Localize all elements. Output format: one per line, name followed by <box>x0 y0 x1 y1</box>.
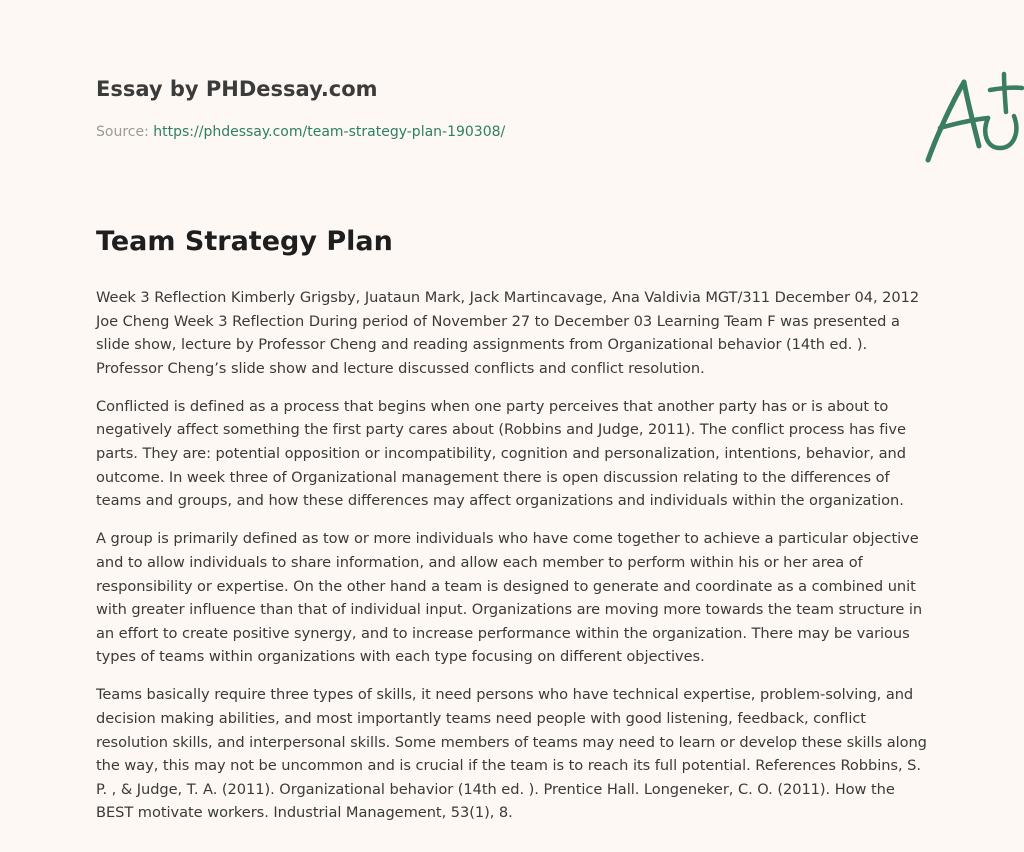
essay-paragraph: A group is primarily defined as tow or more individuals who have come together to achieve a particular objective and to allow individuals to share information, and allow each member to perform within his or her area of responsibility or expertise. On the other hand a team is designed to generate and coordinate as a combined unit with greater influence than that of individual input. Organizations are moving more towards the team structure in an effort to create positive synergy, and to increase performance within the organization. There may be various types of teams within organizations with each type focusing on different objectives. <box>96 530 923 666</box>
a-plus-logo-icon <box>916 68 1024 164</box>
source-label: Source: <box>96 124 149 140</box>
essay-paragraph: Teams basically require three types of skills, it need persons who have technical expertise, problem-solving, and decision making abilities, and most importantly teams need people with good listening, feedback, conflict resolution skills, and interpersonal skills. Some members of teams may need to learn or develop these skills along the way, this may not be uncommon and is crucial if the team is to reach its full potential. References Robbins, S. P. , & Judge, T. A. (2011). Organizational behavior (14th ed. ). Prentice Hall. Longeneker, C. O. (2011). How the BEST motivate workers. Industrial Management, 53(1), 8. <box>96 686 927 822</box>
essay-paragraph: Conflicted is defined as a process that begins when one party perceives that another party has or is about to negatively affect something the first party cares about (Robbins and Judge, 2011). The conflict process has five parts. They are: potential opposition or incompatibility, cognition and personalization, intentions, behavior, and outcome. In week three of Organizational management there is open discussion relating to the differences of teams and groups, and how these differences may affect organizations and individuals within the organization. <box>96 397 906 510</box>
essay-paragraph: Week 3 Reflection Kimberly Grigsby, Juataun Mark, Jack Martincavage, Ana Valdivia MGT/311 December 04, 2012 Joe Cheng Week 3 Reflection During period of November 27 to December 03 Learning Team F was presented a slide show, lecture by Professor Cheng and reading assignments from Organizational behavior (14th ed. ). Professor Cheng’s slide show and lecture discussed conflicts and conflict resolution. <box>96 289 920 377</box>
source-line <box>96 124 505 140</box>
essay-body <box>96 286 932 839</box>
essay-title: Team Strategy Plan <box>96 226 393 257</box>
site-title: Essay by PHDessay.com <box>96 77 378 101</box>
source-link[interactable]: https://phdessay.com/team-strategy-plan-190308/ <box>153 124 506 140</box>
